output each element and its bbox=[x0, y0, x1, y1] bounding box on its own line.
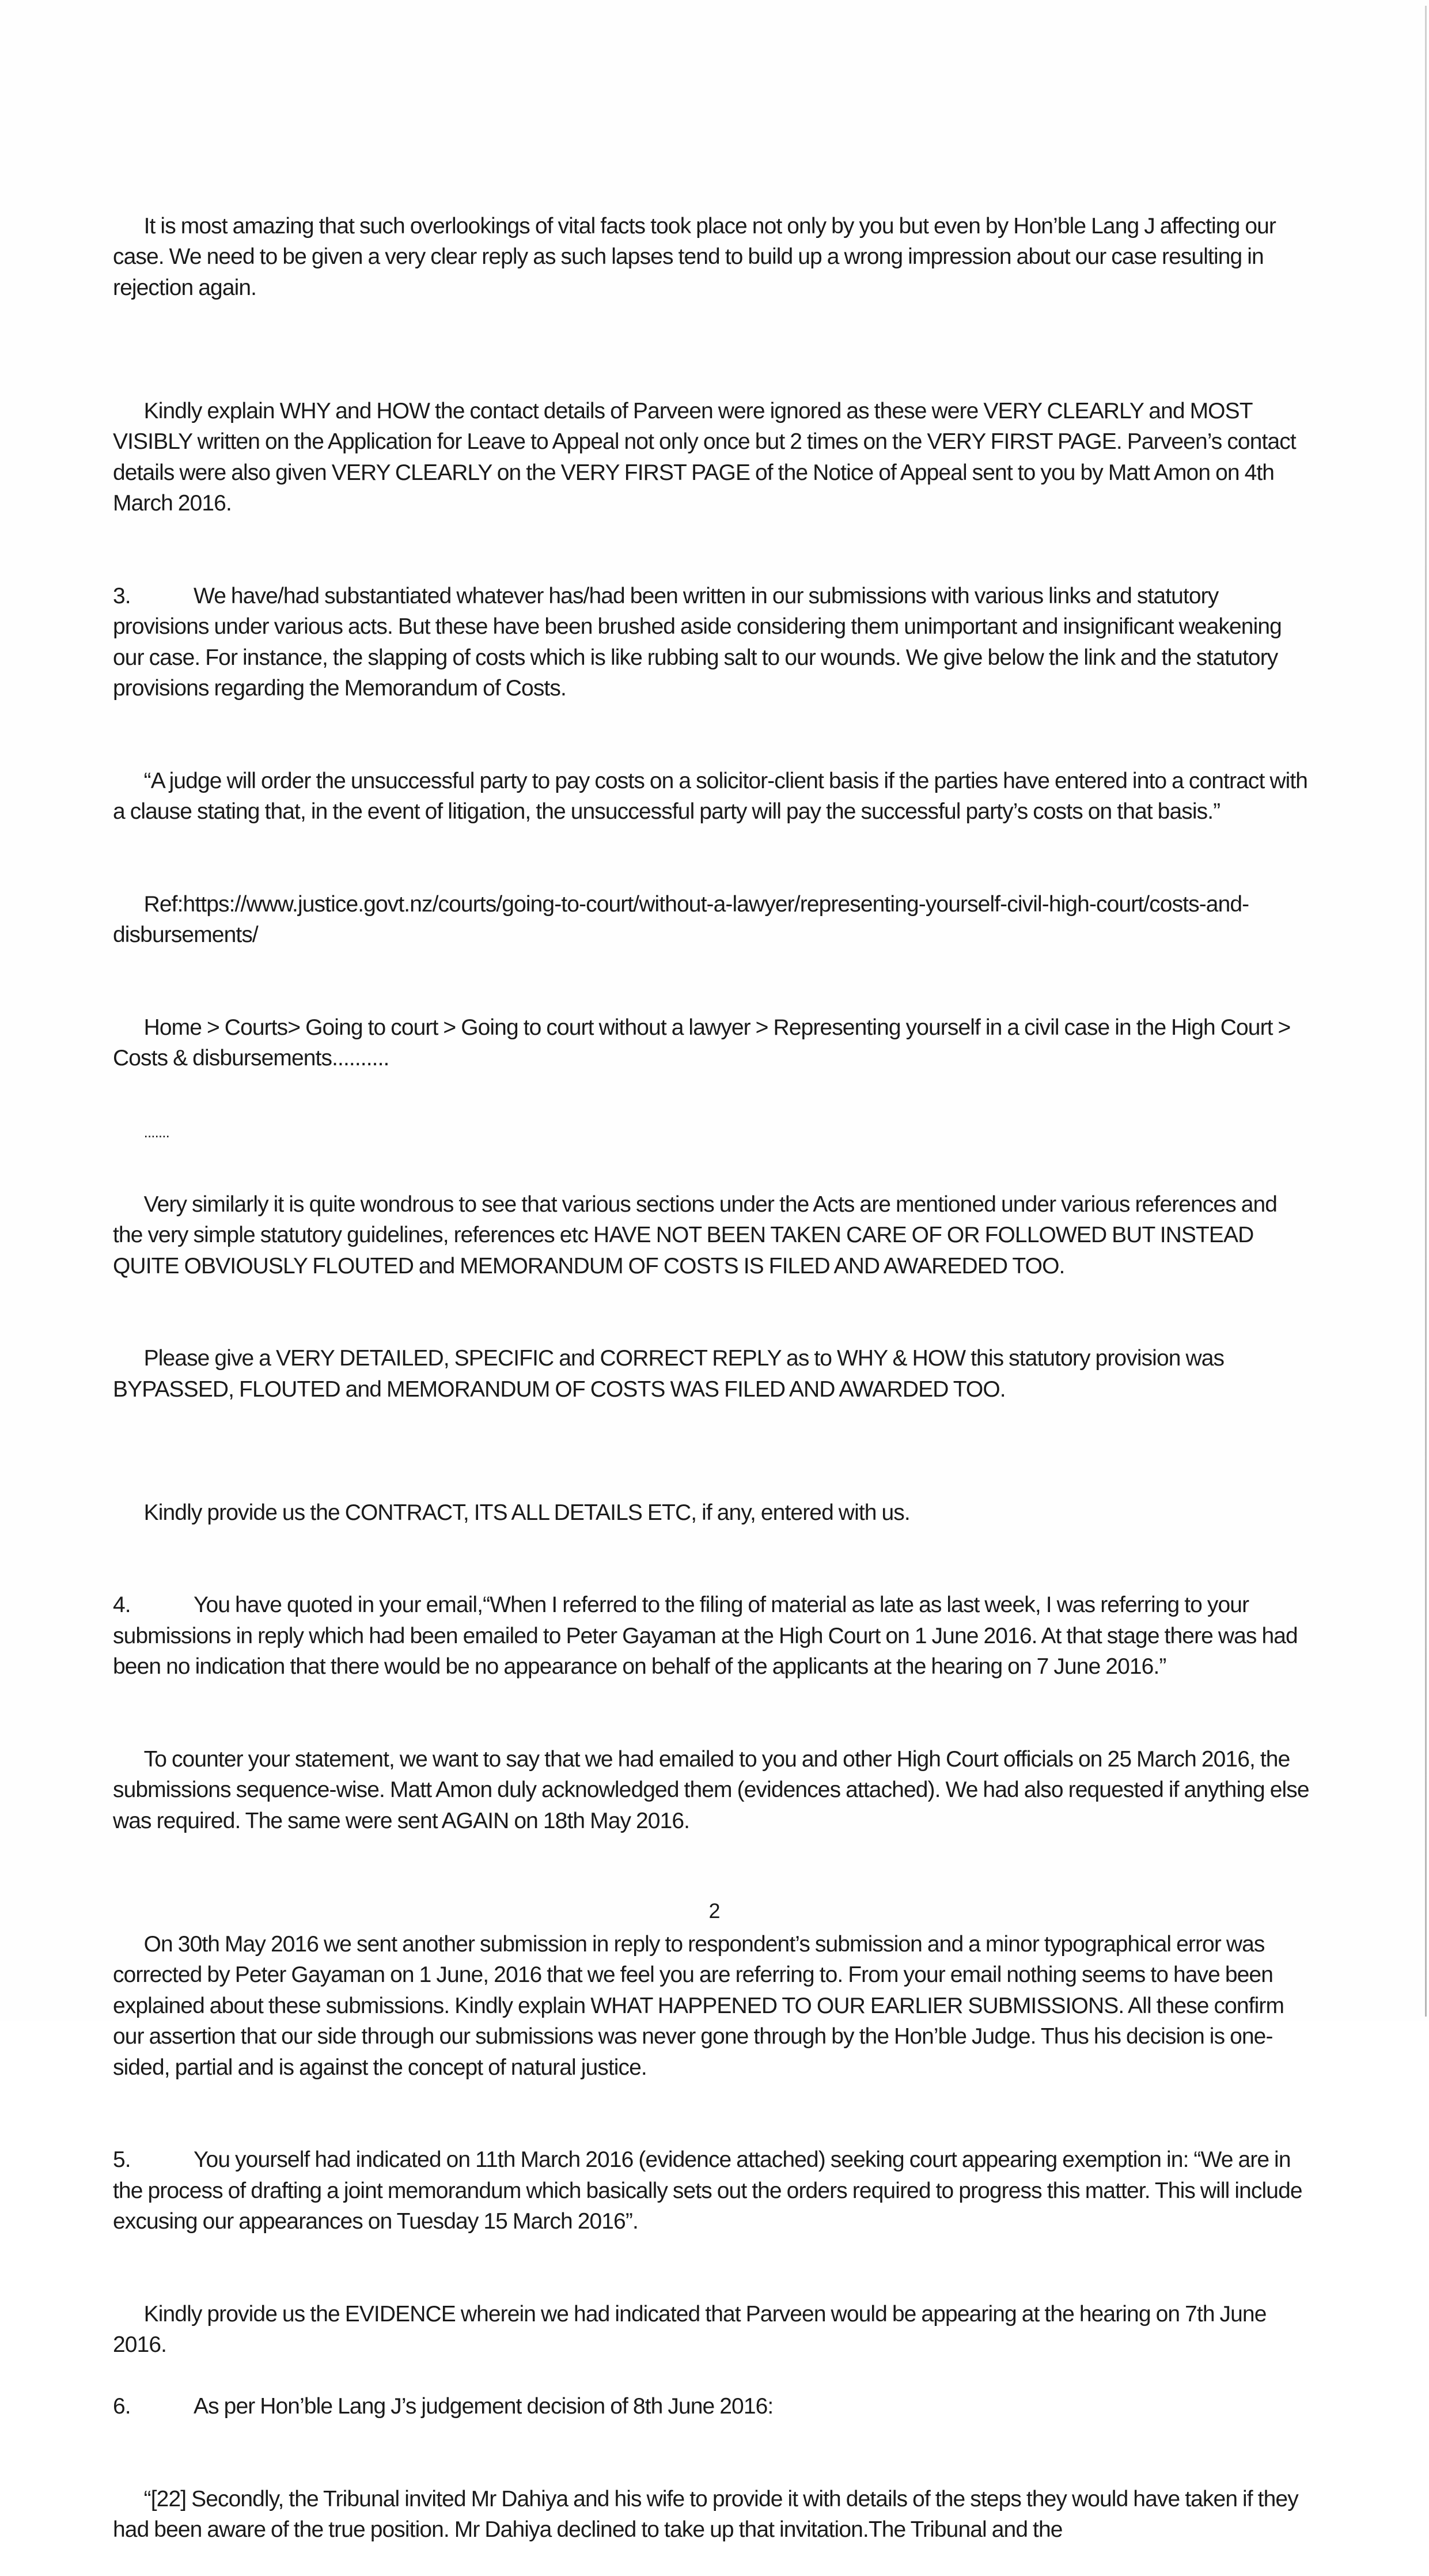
paragraph-4-email-quote bbox=[113, 1590, 1311, 1682]
breadcrumb-text: Home > Courts> Going to court > Going to court without a lawyer > Representing yourself in a civil case in the High Court > Costs & disbursements.......... bbox=[113, 1015, 1296, 1071]
paragraph-text: On 30th May 2016 we sent another submission in reply to respondent’s submission and a minor typographical error was corrected by Peter Gayaman on 1 June, 2016 that we feel you are referring to. From your email nothing seems to have been explained about these submissions. Kindly explain WHAT HAPPENED TO OUR EARLIER SUBMISSIONS. All these confirm our assertion that our side through our submissions was never gone through by the Hon’ble Judge. Thus his decision is one-sided, partial and is against the concept of natural justice. bbox=[113, 1931, 1289, 2080]
paragraph-evidence-request bbox=[113, 2268, 1311, 2391]
document-body bbox=[113, 180, 1314, 2576]
paragraph-number: 4. bbox=[113, 1592, 131, 1617]
paragraph-3-statutory-provisions bbox=[113, 581, 1311, 704]
scan-edge-line bbox=[1425, 6, 1427, 2017]
ellipsis-line bbox=[113, 1104, 1311, 1158]
paragraph-text: Very similarly it is quite wondrous to see that various sections under the Acts are mentioned under various references and the very simple statutory guidelines, references etc HAVE NOT BEEN TAKEN CARE OF OR FOLLOWED BUT INSTEAD QUITE OBVIOUSLY FLOUTED and MEMORANDUM OF COSTS IS FILED AND AWAREDED TOO. bbox=[113, 1191, 1283, 1278]
paragraph-counter-statement bbox=[113, 1713, 1314, 1867]
paragraph-contact-details bbox=[113, 365, 1311, 550]
quote-judgement-22 bbox=[113, 2453, 1311, 2576]
paragraph-30th-may-submission bbox=[113, 1898, 1311, 2114]
paragraph-text: You have quoted in your email,“When I referred to the filing of material as late as last week, I was referring to your submissions in reply which had been emailed to Peter Gayaman at the High Court on 1 June 2016. At that stage there was had been no indication that there would be no appearance on behalf of the applicants at the hearing on 7 June 2016.” bbox=[113, 1592, 1303, 1679]
reference-link bbox=[113, 858, 1311, 981]
paragraph-number: 3. bbox=[113, 583, 131, 608]
paragraph-text: Please give a VERY DETAILED, SPECIFIC and CORRECT REPLY as to WHY & HOW this statutory provision was BYPASSED, FLOUTED and MEMORANDUM OF COSTS WAS FILED AND AWARDED TOO. bbox=[113, 1346, 1230, 1402]
quote-judge-costs bbox=[113, 735, 1311, 858]
paragraph-overlooking-facts bbox=[113, 180, 1311, 334]
paragraph-text: It is most amazing that such overlookings of vital facts took place not only by you but even by Hon’ble Lang J affecting our case. We need to be given a very clear reply as such lapses tend to build up a wrong impression about our case resulting in rejection again. bbox=[113, 213, 1281, 300]
paragraph-sections-acts bbox=[113, 1158, 1311, 1312]
paragraph-detailed-reply-request bbox=[113, 1312, 1311, 1436]
paragraph-text: Kindly explain WHY and HOW the contact details of Parveen were ignored as these were VERY CLEARLY and MOST VISIBLY written on the Application for Leave to Appeal not only once but 2 times on the VERY FIRST PAGE. Parveen’s contact details were also given VERY CLEARLY on the VERY FIRST PAGE of the Notice of Appeal sent to you by Matt Amon on 4th March 2016. bbox=[113, 398, 1301, 516]
reference-url: Ref:https://www.justice.govt.nz/courts/going-to-court/without-a-lawyer/representing-yourself-civil-high-court/costs-and-disbursements/ bbox=[113, 891, 1249, 947]
paragraph-contract-request bbox=[113, 1466, 1311, 1559]
paragraph-text: To counter your statement, we want to say that we had emailed to you and other High Court officials on 25 March 2016, the submissions sequence-wise. Matt Amon duly acknowledged them (evidences attached). We had also requested if anything else was required. The same were sent AGAIN on 18th May 2016. bbox=[113, 1746, 1314, 1833]
paragraph-number: 5. bbox=[113, 2147, 131, 2172]
page-number: 2 bbox=[708, 1899, 721, 1923]
paragraph-number: 6. bbox=[113, 2394, 131, 2419]
paragraph-5-exemption bbox=[113, 2144, 1311, 2237]
paragraph-6-judgement bbox=[113, 2391, 1311, 2422]
paragraph-text: Kindly provide us the CONTRACT, ITS ALL DETAILS ETC, if any, entered with us. bbox=[143, 1500, 910, 1525]
breadcrumb-reference bbox=[113, 981, 1311, 1104]
paragraph-text: We have/had substantiated whatever has/had been written in our submissions with various links and statutory provisions under various acts. But these have been brushed aside considering them unimportant and insignificant weakening our case. For instance, the slapping of costs which is like rubbing salt to our wounds. We give below the link and the statutory provisions regarding the Memorandum of Costs. bbox=[113, 583, 1287, 701]
paragraph-text: You yourself had indicated on 11th March 2016 (evidence attached) seeking court appearing exemption in: “We are in the process of drafting a joint memorandum which basically sets out the orders required to progress this matter. This will include excusing our appearances on Tuesday 15 March 2016”. bbox=[113, 2147, 1307, 2234]
ellipsis-text: ....... bbox=[143, 1124, 169, 1141]
paragraph-text: Kindly provide us the EVIDENCE wherein we had indicated that Parveen would be appearing at the hearing on 7th June 2016. bbox=[113, 2301, 1272, 2357]
quote-text: “[22] Secondly, the Tribunal invited Mr Dahiya and his wife to provide it with details of the steps they would have taken if they had been aware of the true position. Mr Dahiya declined to take up that invitation.The Tribunal and the bbox=[113, 2486, 1303, 2542]
quote-text: “A judge will order the unsuccessful party to pay costs on a solicitor-client basis if the parties have entered into a contract with a clause stating that, in the event of litigation, the unsuccessful party will pay the successful party’s costs on that basis.” bbox=[113, 768, 1313, 824]
paragraph-text: As per Hon’ble Lang J’s judgement decision of 8th June 2016: bbox=[194, 2394, 774, 2419]
